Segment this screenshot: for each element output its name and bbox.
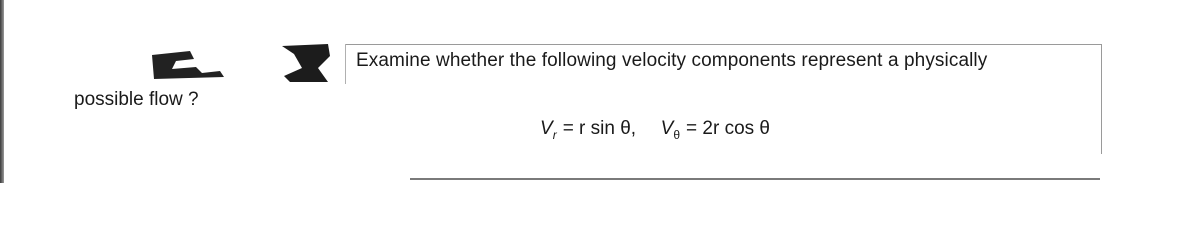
box-bottom-border bbox=[410, 178, 1100, 180]
radial-velocity-term bbox=[540, 117, 636, 142]
scan-artifact-mark bbox=[280, 42, 332, 84]
box-top-border bbox=[345, 44, 1102, 45]
radial-velocity-symbol: V bbox=[540, 118, 553, 139]
question-text-line-1: Examine whether the following velocity components represent a physically bbox=[356, 50, 988, 71]
radial-subscript: r bbox=[552, 128, 557, 142]
tangential-velocity-expression: = 2r cos θ bbox=[686, 118, 770, 139]
scan-edge bbox=[0, 0, 4, 183]
scan-artifact-mark bbox=[150, 47, 230, 81]
question-text-line-2: possible flow ? bbox=[74, 89, 199, 110]
tangential-subscript: θ bbox=[673, 128, 681, 142]
radial-velocity-expression: = r sin θ, bbox=[562, 118, 637, 139]
box-left-border bbox=[345, 44, 346, 84]
velocity-equation bbox=[540, 117, 770, 142]
tangential-velocity-symbol: V bbox=[660, 118, 674, 139]
box-right-border bbox=[1101, 44, 1102, 154]
tangential-velocity-term bbox=[661, 117, 770, 142]
